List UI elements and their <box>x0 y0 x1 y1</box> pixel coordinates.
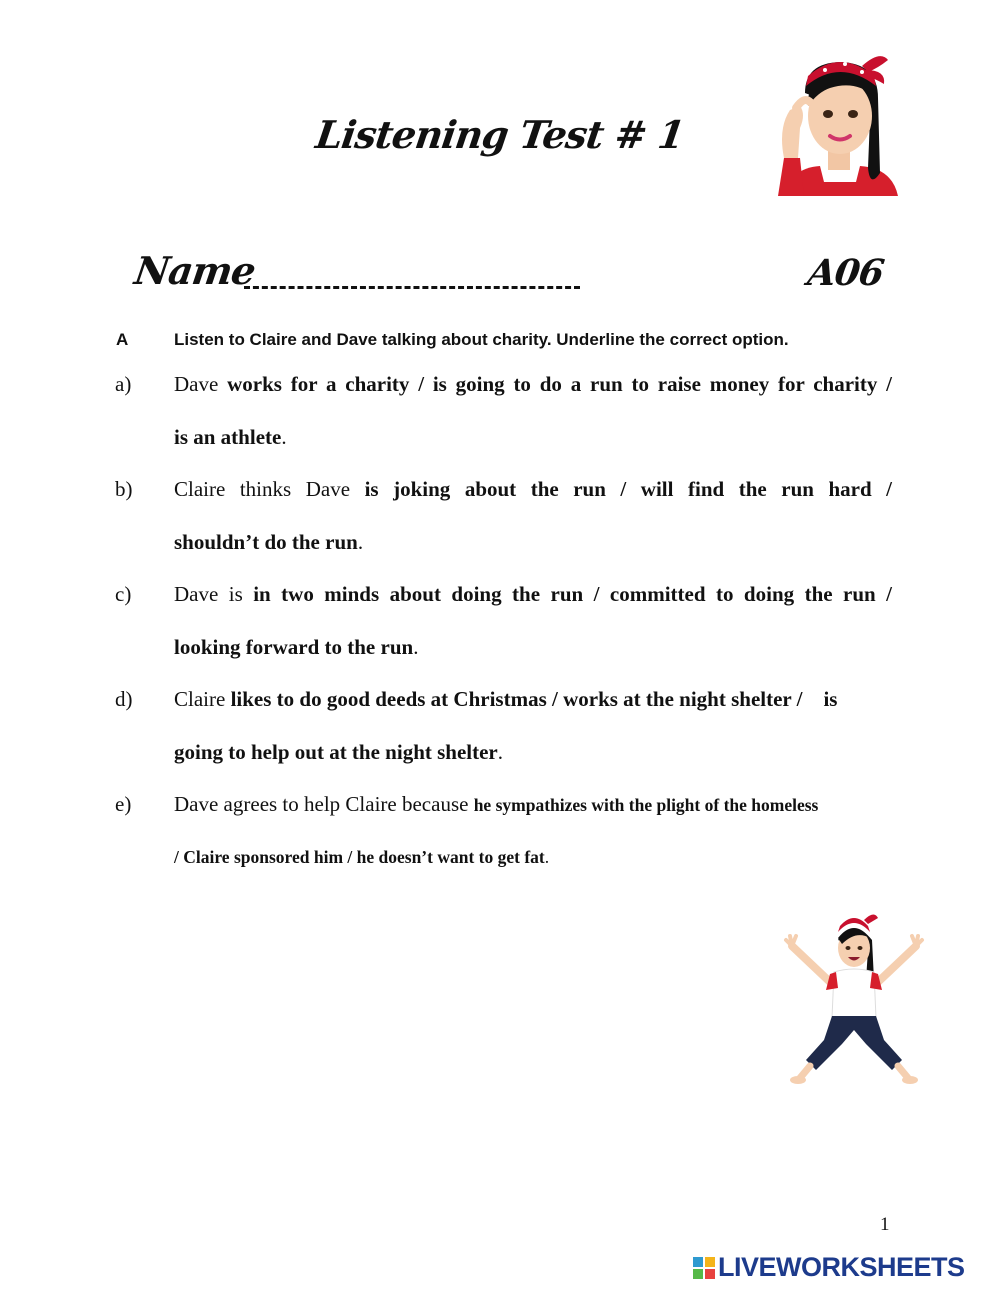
answer-options[interactable]: he sympathizes with the plight of the homeless <box>473 795 819 815</box>
liveworksheets-logo-icon <box>693 1257 715 1279</box>
name-label: Name <box>131 248 258 293</box>
page-title: Listening Test # 1 <box>313 112 687 157</box>
liveworksheets-logo <box>693 1252 965 1283</box>
question-letter: b) <box>115 477 133 501</box>
question-line: Claire thinks Dave is joking about the run / will find the run hard / <box>174 477 892 501</box>
question-line: Claire likes to do good deeds at Christmas / works at the night shelter / is <box>174 687 838 711</box>
question-letter: e) <box>115 792 132 816</box>
question-line: / Claire sponsored him / he doesn’t want to get fat. <box>174 847 550 867</box>
answer-options[interactable]: looking forward to the run <box>174 635 414 659</box>
question-letter: c) <box>115 582 132 606</box>
question-line: looking forward to the run. <box>174 635 419 659</box>
answer-options[interactable]: is joking about the run / will find the run hard / <box>364 477 892 501</box>
question-letter: d) <box>115 687 133 711</box>
section-letter: A <box>116 330 129 349</box>
answer-options[interactable]: shouldn’t do the run <box>174 530 358 554</box>
liveworksheets-brand: LIVEWORKSHEETS <box>718 1252 965 1282</box>
question-line: Dave works for a charity / is going to do a run to raise money for charity / <box>174 372 892 396</box>
answer-options[interactable]: in two minds about doing the run / committed to doing the run / <box>253 582 892 606</box>
question-line: Dave is in two minds about doing the run / committed to doing the run / <box>174 582 892 606</box>
section-instruction: Listen to Claire and Dave talking about charity. Underline the correct option. <box>174 330 789 349</box>
answer-options[interactable]: likes to do good deeds at Christmas / works at the night shelter / is <box>230 687 838 711</box>
avatar-waving-icon <box>770 48 905 196</box>
question-line: going to help out at the night shelter. <box>174 740 504 764</box>
avatar-jumping-icon <box>780 910 930 1090</box>
question-line: shouldn’t do the run. <box>174 530 364 554</box>
question-line: Dave agrees to help Claire because he sympathizes with the plight of the homeless <box>174 792 819 816</box>
page-number: 1 <box>880 1214 890 1235</box>
worksheet-code: A06 <box>805 252 886 294</box>
name-input-line[interactable] <box>244 286 580 289</box>
answer-options[interactable]: / Claire sponsored him / he doesn’t want to get fat <box>174 847 545 867</box>
question-line: is an athlete. <box>174 425 287 449</box>
answer-options[interactable]: is an athlete <box>174 425 282 449</box>
question-letter: a) <box>115 372 132 396</box>
answer-options[interactable]: going to help out at the night shelter <box>174 740 498 764</box>
answer-options[interactable]: works for a charity / is going to do a run to raise money for charity / <box>227 372 892 396</box>
